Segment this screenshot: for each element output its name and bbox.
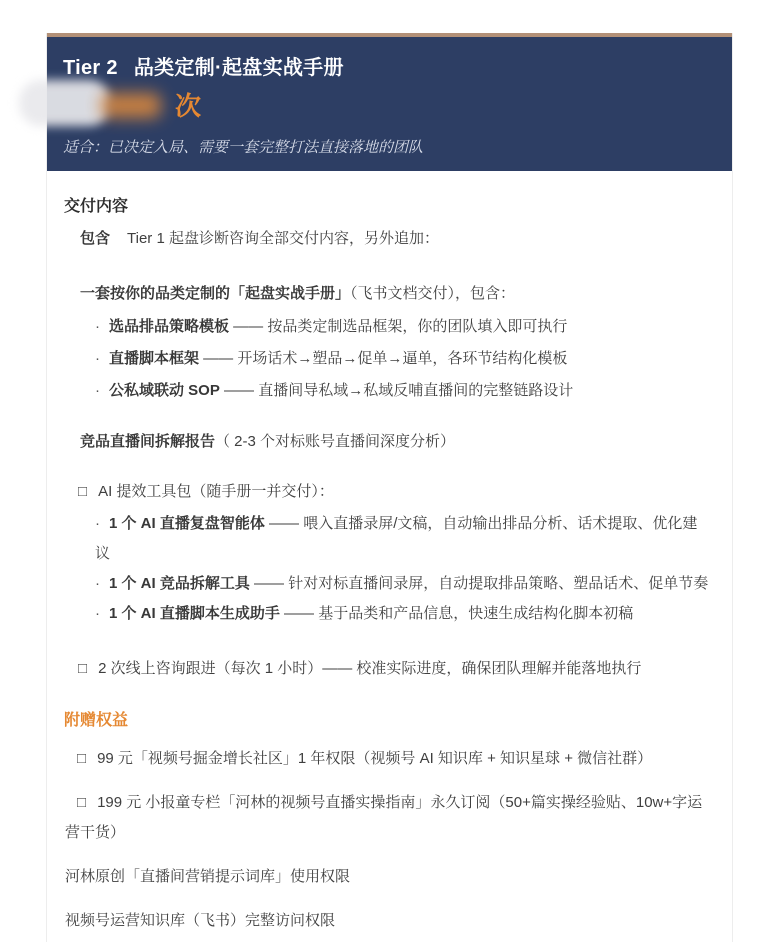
bullet-text: —— 基于品类和产品信息，快速生成结构化脚本初稿 (279, 605, 634, 622)
ai-toolkit-lead: AI 提效工具包 (98, 483, 192, 500)
bullet-dot-icon: · (95, 515, 100, 532)
competitor-report-text: （ 2-3 个对标账号直播间深度分析） (215, 433, 456, 450)
tier-title (63, 51, 710, 80)
bullet-lead: 选品排品策略模板 (109, 318, 230, 335)
followup-text: —— 校准实际进度，确保团队理解并能落地执行 (322, 660, 642, 677)
bullet-lead: 直播脚本框架 (109, 350, 200, 367)
manual-item-text: （飞书文档交付），包含： (350, 285, 516, 302)
list-item (95, 569, 712, 599)
bullet-text: —— 开场话术→塑品→促单→逼单，各环节结构化模板 (199, 350, 568, 367)
bonus-heading: 附赠权益 (64, 712, 129, 729)
competitor-report-item (80, 432, 712, 452)
list-item (95, 599, 712, 629)
bonus-item-text: 199 元 小报童专栏「河林的视频号直播实操指南」永久订阅（50+篇实操经验贴、10w+字运营干货） (65, 794, 703, 841)
competitor-report-lead: 竞品直播间拆解报告 (80, 433, 216, 450)
tier-name: 品类定制·起盘实战手册 (133, 57, 344, 79)
checkbox-placeholder-glyph: □ (77, 794, 87, 811)
bullet-dot-icon: · (95, 318, 100, 335)
bonus-item (65, 788, 712, 848)
tier-label: Tier 2 (63, 57, 118, 79)
bullet-lead: 1 个 AI 竞品拆解工具 (109, 575, 250, 592)
list-item (95, 375, 712, 407)
bullet-text: —— 针对对标直播间录屏，自动提取排品策略、塑品话术、促单节奏 (249, 575, 709, 592)
bullet-dot-icon: · (95, 605, 100, 622)
deliverables-section (47, 171, 732, 942)
bonus-item (65, 744, 712, 774)
redaction-blur-blob (19, 80, 111, 126)
bonus-item (65, 906, 712, 936)
bullet-lead: 1 个 AI 直播复盘智能体 (109, 515, 265, 532)
manual-item-lead: 一套按你的品类定制的「起盘实战手册」 (80, 285, 351, 302)
deliverables-heading: 交付内容 (64, 198, 129, 215)
checkbox-placeholder-glyph: □ (78, 660, 88, 677)
bullet-lead: 1 个 AI 直播脚本生成助手 (109, 605, 280, 622)
ai-toolkit-bullet-list (64, 509, 712, 629)
price-line (63, 84, 710, 128)
list-item (95, 343, 712, 375)
intro-line (80, 229, 712, 249)
ai-toolkit-text: （随手册一并交付）： (191, 483, 334, 500)
checkbox-placeholder-glyph: □ (77, 750, 87, 767)
redacted-price-amount (101, 93, 161, 118)
price-unit: 次 (175, 91, 202, 121)
manual-item (80, 284, 712, 304)
followup-item (78, 659, 712, 679)
intro-lead: 包含 (80, 230, 111, 247)
manual-bullet-list (64, 311, 712, 407)
bonus-item-text: 视频号运营知识库（飞书）完整访问权限 (65, 912, 336, 929)
tier-card (46, 33, 733, 942)
bullet-text: —— 直播间导私域→私域反哺直播间的完整链路设计 (219, 382, 574, 399)
bullet-text: —— 按品类定制选品框架，你的团队填入即可执行 (229, 318, 568, 335)
tier-header (47, 33, 732, 171)
ai-toolkit-item (78, 482, 712, 502)
checkbox-placeholder-glyph: □ (78, 483, 88, 500)
bullet-dot-icon: · (95, 350, 100, 367)
bonus-item-text: 河林原创「直播间营销提示词库」使用权限 (65, 868, 351, 885)
bullet-dot-icon: · (95, 382, 100, 399)
bonus-item-text: 99 元「视频号掘金增长社区」1 年权限（视频号 AI 知识库 + 知识星球 + 微信社群） (97, 750, 653, 767)
list-item (95, 311, 712, 343)
intro-text: Tier 1 起盘诊断咨询全部交付内容，另外追加： (127, 230, 439, 247)
bonus-item (65, 862, 712, 892)
followup-lead: 2 次线上咨询跟进（每次 1 小时） (98, 660, 323, 677)
fit-description: 适合：已决定入局、需要一套完整打法直接落地的团队 (63, 139, 424, 156)
list-item (95, 509, 712, 569)
bullet-lead: 公私域联动 SOP (109, 382, 220, 399)
bullet-text: —— 喂入直播录屏/文稿，自动输出排品分析、话术提取、优化建议 (95, 515, 698, 562)
bullet-dot-icon: · (95, 575, 100, 592)
